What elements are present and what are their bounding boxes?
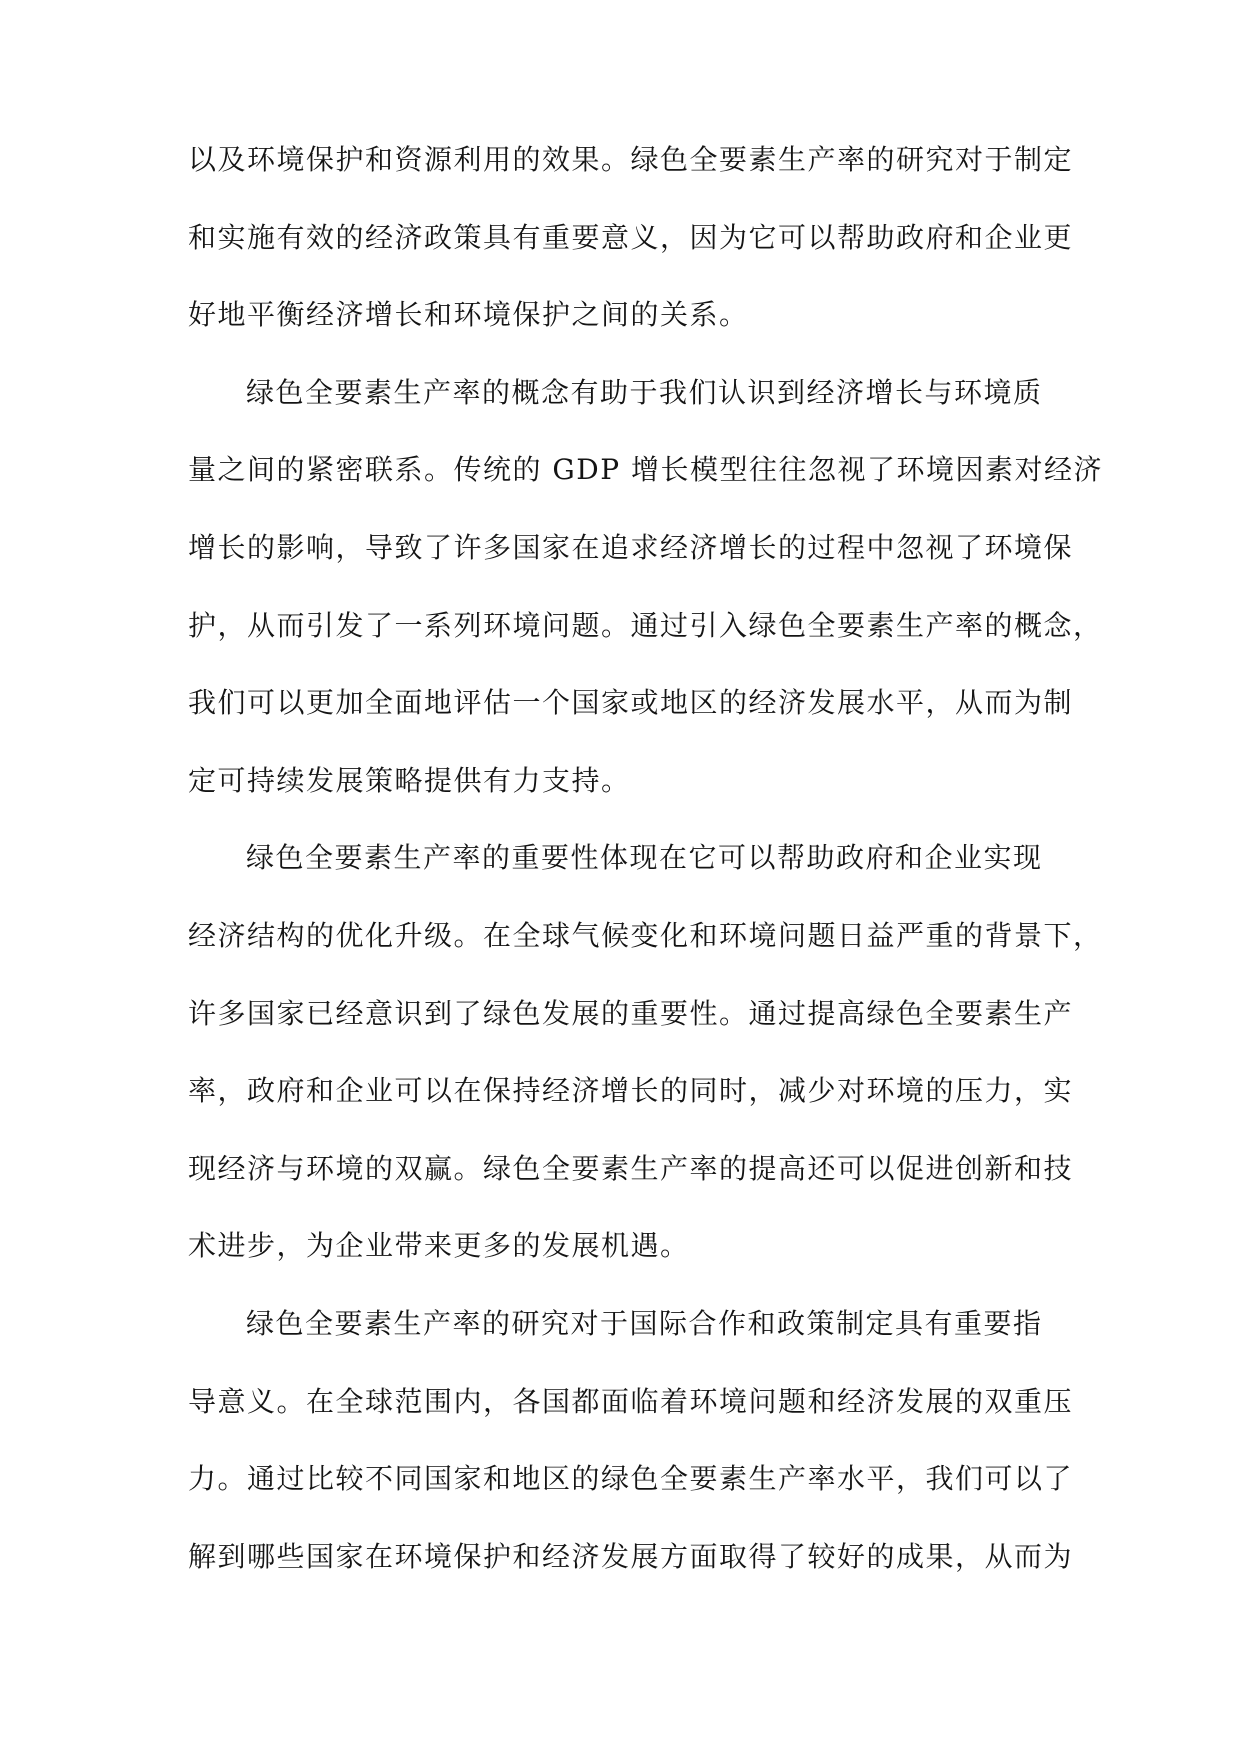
text-line-12: 许多国家已经意识到了绿色发展的重要性。通过提高绿色全要素生产 — [188, 996, 1074, 1030]
text-line-5: 量之间的紧密联系。传统的 GDP 增长模型往往忽视了环境因素对经济 — [188, 453, 1103, 487]
text-line-15: 术进步，为企业带来更多的发展机遇。 — [188, 1229, 690, 1263]
text-line-11: 经济结构的优化升级。在全球气候变化和环境问题日益严重的背景下， — [188, 918, 1103, 952]
text-line-14: 现经济与环境的双赢。绿色全要素生产率的提高还可以促进创新和技 — [188, 1151, 1074, 1185]
paragraph-start-line: 绿色全要素生产率的研究对于国际合作和政策制定具有重要指 — [246, 1306, 1043, 1340]
text-line-1: 以及环境保护和资源利用的效果。绿色全要素生产率的研究对于制定 — [188, 143, 1074, 176]
text-line-9: 定可持续发展策略提供有力支持。 — [188, 763, 631, 797]
text-line-2: 和实施有效的经济政策具有重要意义，因为它可以帮助政府和企业更 — [188, 220, 1074, 254]
paragraph-start-line: 绿色全要素生产率的概念有助于我们认识到经济增长与环境质 — [246, 375, 1043, 409]
body-text — [188, 142, 1103, 1616]
text-line-18: 力。通过比较不同国家和地区的绿色全要素生产率水平，我们可以了 — [188, 1462, 1074, 1496]
text-line-7: 护，从而引发了一系列环境问题。通过引入绿色全要素生产率的概念， — [188, 608, 1103, 642]
text-line-3: 好地平衡经济增长和环境保护之间的关系。 — [188, 298, 749, 332]
paragraph-start-line: 绿色全要素生产率的重要性体现在它可以帮助政府和企业实现 — [246, 841, 1043, 875]
text-line-17: 导意义。在全球范围内，各国都面临着环境问题和经济发展的双重压 — [188, 1384, 1074, 1418]
text-line-6: 增长的影响，导致了许多国家在追求经济增长的过程中忽视了环境保 — [188, 530, 1074, 564]
text-line-13: 率，政府和企业可以在保持经济增长的同时，减少对环境的压力，实 — [188, 1074, 1074, 1108]
text-line-8: 我们可以更加全面地评估一个国家或地区的经济发展水平，从而为制 — [188, 686, 1074, 720]
text-line-19: 解到哪些国家在环境保护和经济发展方面取得了较好的成果，从而为 — [188, 1539, 1074, 1573]
